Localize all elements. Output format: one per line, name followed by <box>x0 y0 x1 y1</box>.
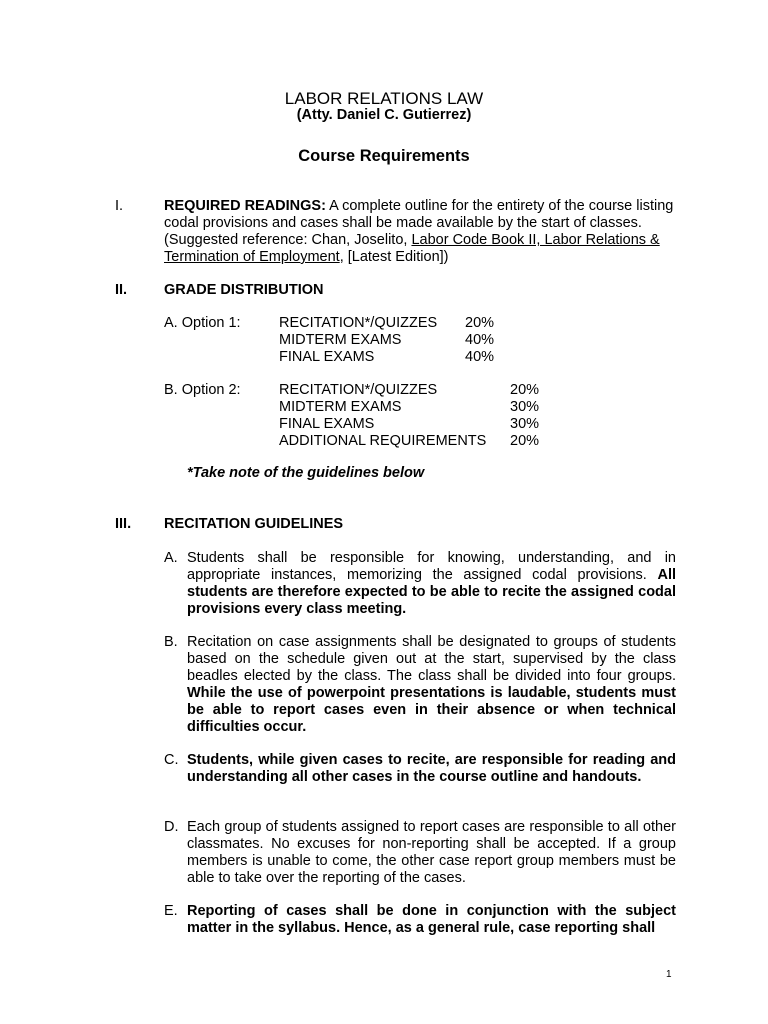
document-heading: Course Requirements <box>298 147 470 165</box>
option-2-item-pct: 20% <box>510 382 540 398</box>
guidelines-note: *Take note of the guidelines below <box>187 465 425 481</box>
option-2-item-name: ADDITIONAL REQUIREMENTS <box>279 433 487 449</box>
guideline-bold-text: All students are therefore expected to be able to recite the assigned codal provisions every class meeting. <box>187 567 676 617</box>
guideline-text <box>187 903 676 937</box>
section-1-reference: Labor Code Book II, Labor Relations & Termination of Employment <box>164 232 660 265</box>
option-2-item-name: FINAL EXAMS <box>279 416 375 432</box>
section-1-text-b: , [Latest Edition]) <box>339 249 449 265</box>
option-1-item-pct: 20% <box>465 315 495 331</box>
section-1-lead: REQUIRED READINGS: <box>164 198 326 214</box>
guideline-plain-text: Recitation on case assignments shall be designated to groups of students based on the schedule given out at the start, supervised by the class beadles elected by the class. The class shall be divided into four groups. <box>187 634 676 684</box>
document-title: LABOR RELATIONS LAW <box>284 89 484 108</box>
option-1-item-name: FINAL EXAMS <box>279 349 375 365</box>
guideline-label: D. <box>164 819 179 835</box>
section-2-title: GRADE DISTRIBUTION <box>164 282 324 298</box>
option-1-item-name: MIDTERM EXAMS <box>279 332 402 348</box>
guideline-bold-text: Reporting of cases shall be done in conjunction with the subject matter in the syllabus. Hence, as a general rule, case reporting shall <box>187 903 676 936</box>
guideline-item <box>164 752 676 786</box>
guideline-label: A. <box>164 550 178 566</box>
guideline-text <box>187 752 676 786</box>
guideline-item <box>164 819 676 887</box>
option-2-item-pct: 30% <box>510 399 540 415</box>
section-3-number: III. <box>115 516 132 532</box>
option-2-item-pct: 20% <box>510 433 540 449</box>
guideline-text <box>187 550 676 618</box>
guideline-text <box>187 819 676 887</box>
option-2-item-name: MIDTERM EXAMS <box>279 399 402 415</box>
section-1-text-a: A complete outline for the entirety of the course listing codal provisions and cases shall be made available by the start of classes. (Suggested reference: Chan, Joselito, <box>164 198 674 248</box>
section-1-number: I. <box>115 198 124 214</box>
option-1-item-name: RECITATION*/QUIZZES <box>279 315 438 331</box>
option-1-item-pct: 40% <box>465 332 495 348</box>
option-1-label: A. Option 1: <box>164 315 241 331</box>
section-2-number: II. <box>115 282 128 298</box>
document-subtitle: (Atty. Daniel C. Gutierrez) <box>296 107 472 123</box>
option-1-item-pct: 40% <box>465 349 495 365</box>
section-3-title: RECITATION GUIDELINES <box>164 516 344 532</box>
guideline-label: E. <box>164 903 178 919</box>
guideline-label: C. <box>164 752 179 768</box>
option-2-label: B. Option 2: <box>164 382 241 398</box>
guideline-text <box>187 634 676 736</box>
guideline-item <box>164 634 676 736</box>
option-2-item-pct: 30% <box>510 416 540 432</box>
guideline-label: B. <box>164 634 178 650</box>
guideline-bold-text: Students, while given cases to recite, are responsible for reading and understanding all other cases in the course outline and handouts. <box>187 752 676 785</box>
section-1-body <box>164 198 676 266</box>
guideline-item <box>164 903 676 937</box>
guideline-bold-text: While the use of powerpoint presentations is laudable, students must be able to report cases even in their absence or when technical difficulties occur. <box>187 685 676 735</box>
guideline-item <box>164 550 676 618</box>
option-2-item-name: RECITATION*/QUIZZES <box>279 382 438 398</box>
guideline-plain-text: Each group of students assigned to report cases are responsible to all other classmates. No excuses for non-reporting shall be accepted. If a group members is unable to come, the other case report group members must be able to take over the reporting of the cases. <box>187 819 676 886</box>
page-number: 1 <box>666 969 672 980</box>
guideline-plain-text: Students shall be responsible for knowing, understanding, and in appropriate instances, memorizing the assigned codal provisions. <box>187 550 676 583</box>
